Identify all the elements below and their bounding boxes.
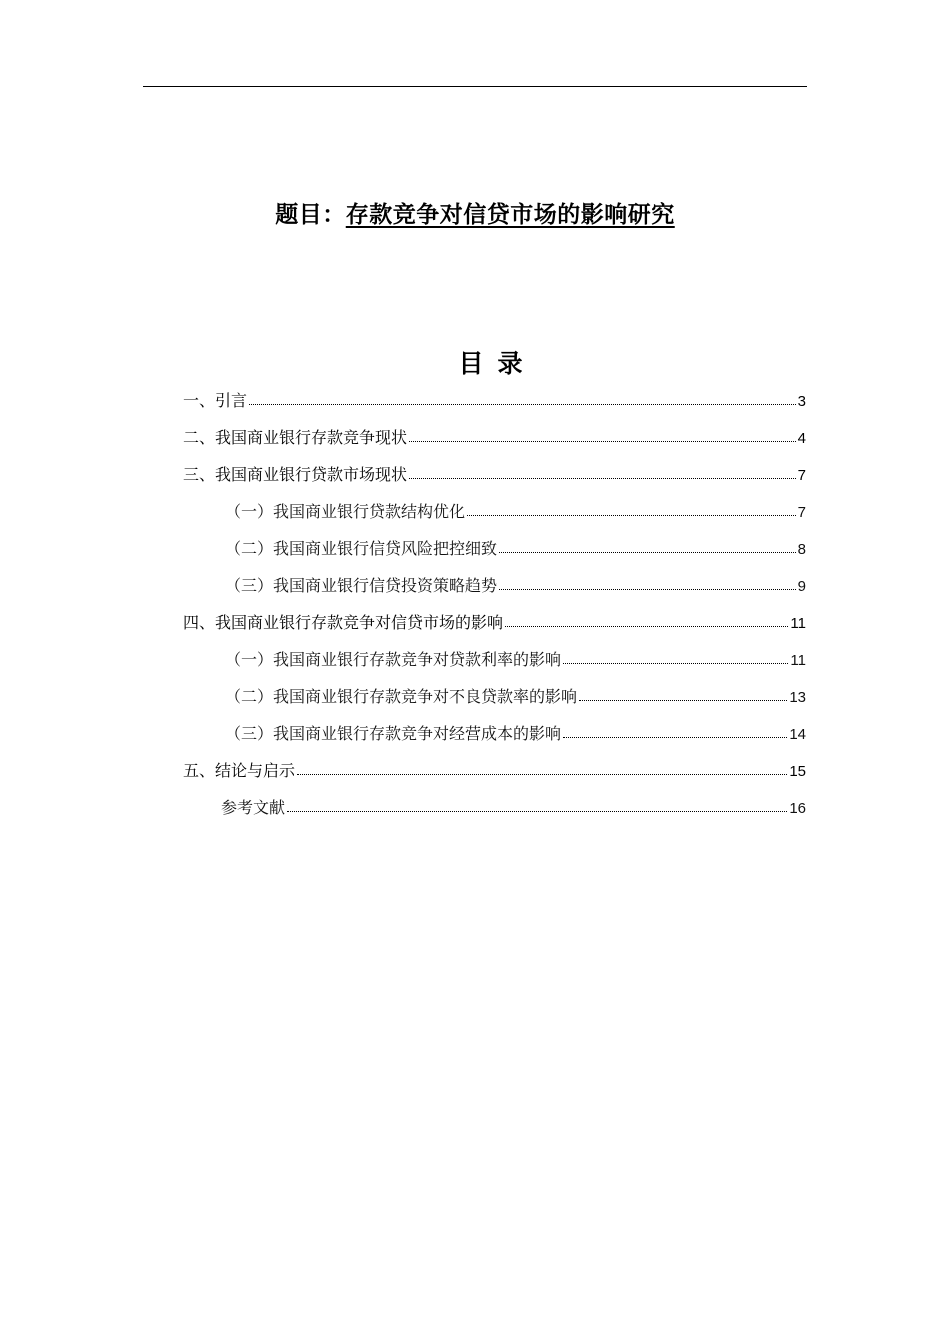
document-title [0,196,950,229]
toc-entry-loan-market[interactable] [183,462,806,488]
toc-entry-text: （三）我国商业银行存款竞争对经营成本的影响 [225,724,562,743]
toc-leader-dots [297,774,787,775]
toc-entry-credit-risk[interactable] [225,536,806,562]
toc-entry-references[interactable] [221,795,806,821]
toc-page-number: 11 [790,652,806,669]
toc-entry-npl-impact[interactable] [225,684,806,710]
toc-entry-loan-structure[interactable] [225,499,806,525]
toc-page-number: 13 [789,689,806,706]
toc-entry-introduction[interactable] [183,388,806,414]
toc-leader-dots [579,700,787,701]
toc-page-number: 15 [789,763,806,780]
toc-page-number: 11 [790,615,806,632]
toc-entry-cost-impact[interactable] [225,721,806,747]
toc-page-number: 8 [797,541,806,558]
toc-leader-dots [467,515,796,516]
header-rule [143,86,807,87]
toc-page-number: 14 [789,726,806,743]
toc-entry-text: 一、引言 [183,391,248,410]
toc-page-number: 7 [797,467,806,484]
toc-entry-text: （三）我国商业银行信贷投资策略趋势 [225,576,498,595]
toc-entry-text: 五、结论与启示 [183,761,296,780]
toc-leader-dots [499,589,796,590]
toc-heading: 目录 [458,349,537,378]
toc-entry-deposit-competition[interactable] [183,425,806,451]
toc-leader-dots [409,441,796,442]
toc-page-number: 16 [789,800,806,817]
toc-entry-text: （二）我国商业银行信贷风险把控细致 [225,539,498,558]
toc-entry-text: 四、我国商业银行存款竞争对信贷市场的影响 [183,613,504,632]
toc-entry-text: （一）我国商业银行存款竞争对贷款利率的影响 [225,650,562,669]
title-main: 存款竞争对信贷市场的影响研究 [345,201,675,228]
toc-entry-text: 二、我国商业银行存款竞争现状 [183,428,408,447]
title-prefix: 题目： [275,201,346,228]
toc-leader-dots [563,737,787,738]
toc-page-number: 9 [797,578,806,595]
toc-page-number: 4 [797,430,806,447]
toc-entry-credit-strategy[interactable] [225,573,806,599]
toc-entry-loan-rate-impact[interactable] [225,647,806,673]
toc-leader-dots [505,626,788,627]
toc-page-number: 7 [797,504,806,521]
toc-entry-impact[interactable] [183,610,806,636]
toc-leader-dots [499,552,796,553]
toc-leader-dots [249,404,796,405]
toc-entry-conclusion[interactable] [183,758,806,784]
toc-entry-text: （二）我国商业银行存款竞争对不良贷款率的影响 [225,687,578,706]
toc-leader-dots [563,663,788,664]
toc-page-number: 3 [797,393,806,410]
toc-entry-text: 参考文献 [221,798,286,817]
toc-entry-text: （一）我国商业银行贷款结构优化 [225,502,466,521]
toc-leader-dots [409,478,796,479]
toc-entry-text: 三、我国商业银行贷款市场现状 [183,465,408,484]
toc-leader-dots [287,811,787,812]
